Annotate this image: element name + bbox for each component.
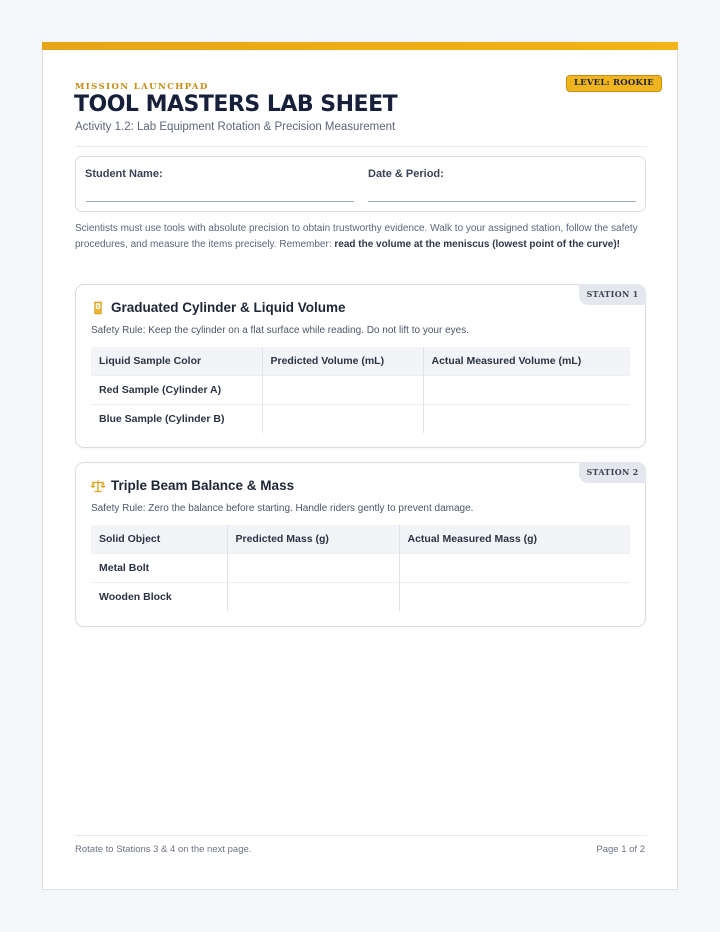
column-header: Solid Object xyxy=(91,525,227,553)
student-name-label: Student Name: xyxy=(85,168,163,180)
row-label: Metal Bolt xyxy=(91,553,227,582)
measurement-table xyxy=(91,525,630,611)
station-card-1 xyxy=(75,284,646,448)
footer-divider xyxy=(75,835,647,836)
actual-cell[interactable] xyxy=(423,375,630,404)
intro-emphasis: read the volume at the meniscus (lowest point of the curve)! xyxy=(334,239,620,250)
table-row xyxy=(91,404,630,433)
table-row xyxy=(91,553,630,582)
date-period-field[interactable] xyxy=(368,201,636,202)
level-badge: LEVEL: ROOKIE xyxy=(566,75,662,92)
column-header: Predicted Volume (mL) xyxy=(262,347,423,375)
student-info-box xyxy=(75,156,646,212)
table-row xyxy=(91,375,630,404)
station-tag: STATION 1 xyxy=(579,284,646,305)
page-title: TOOL MASTERS LAB SHEET xyxy=(74,92,398,117)
predicted-cell[interactable] xyxy=(262,404,423,433)
beaker-icon xyxy=(91,301,105,315)
balance-scale-icon xyxy=(91,479,105,493)
footer-note: Rotate to Stations 3 & 4 on the next page. xyxy=(75,844,252,855)
intro-text: Scientists must use tools with absolute precision to obtain trustworthy evidence. Walk to your assigned station, follow the safety procedures, and measure the items precisely. Remember: xyxy=(75,223,638,250)
page-subtitle: Activity 1.2: Lab Equipment Rotation & Precision Measurement xyxy=(75,121,396,133)
actual-cell[interactable] xyxy=(399,553,630,582)
station-card-2 xyxy=(75,462,646,627)
table-header-row xyxy=(91,525,630,553)
safety-rule: Safety Rule: Keep the cylinder on a flat surface while reading. Do not lift to your eyes. xyxy=(91,325,469,336)
column-header: Actual Measured Mass (g) xyxy=(399,525,630,553)
predicted-cell[interactable] xyxy=(227,553,399,582)
column-header: Liquid Sample Color xyxy=(91,347,262,375)
header-divider xyxy=(75,146,647,147)
column-header: Predicted Mass (g) xyxy=(227,525,399,553)
station-tag: STATION 2 xyxy=(579,462,646,483)
predicted-cell[interactable] xyxy=(227,582,399,611)
page-number: Page 1 of 2 xyxy=(596,844,645,855)
row-label: Red Sample (Cylinder A) xyxy=(91,375,262,404)
eyebrow-label: MISSION LAUNCHPAD xyxy=(75,82,209,92)
safety-rule: Safety Rule: Zero the balance before starting. Handle riders gently to prevent damage. xyxy=(91,503,474,514)
date-period-label: Date & Period: xyxy=(368,168,444,180)
intro-paragraph xyxy=(75,221,647,253)
actual-cell[interactable] xyxy=(423,404,630,433)
station-title: Triple Beam Balance & Mass xyxy=(111,478,295,493)
row-label: Blue Sample (Cylinder B) xyxy=(91,404,262,433)
student-name-field[interactable] xyxy=(86,201,354,202)
predicted-cell[interactable] xyxy=(262,375,423,404)
measurement-table xyxy=(91,347,630,433)
table-header-row xyxy=(91,347,630,375)
actual-cell[interactable] xyxy=(399,582,630,611)
worksheet-page xyxy=(42,42,678,890)
table-row xyxy=(91,582,630,611)
row-label: Wooden Block xyxy=(91,582,227,611)
accent-top-bar xyxy=(42,42,678,50)
station-title: Graduated Cylinder & Liquid Volume xyxy=(111,300,346,315)
column-header: Actual Measured Volume (mL) xyxy=(423,347,630,375)
